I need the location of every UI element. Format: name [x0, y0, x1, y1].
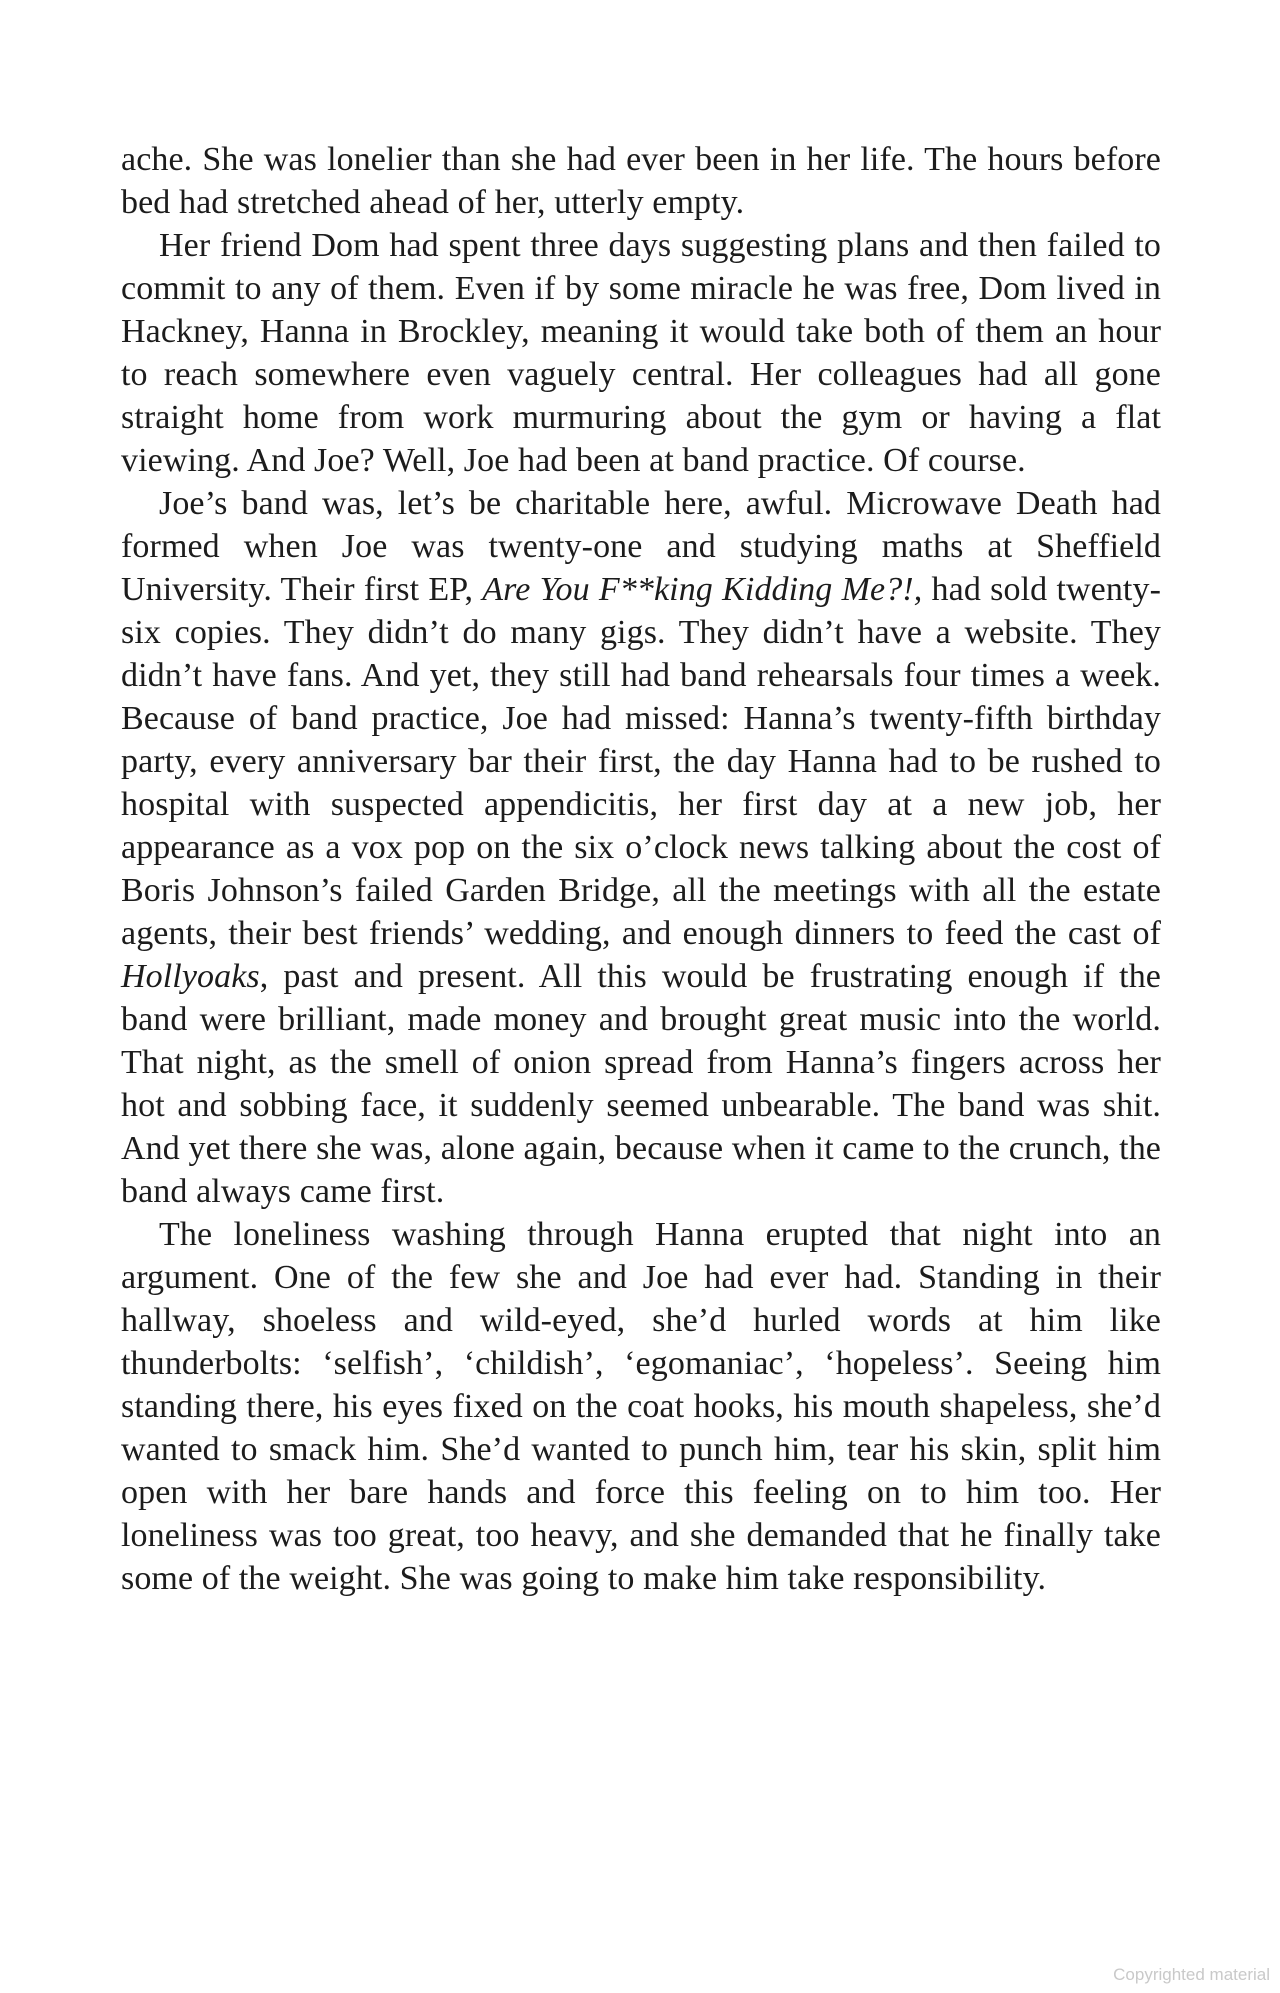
italic-text-segment: Hollyoaks	[121, 958, 260, 995]
text-segment: The loneliness washing through Hanna erupted that night into an argument. One of the few she and Joe had ever had. Standing in their hallway, shoeless and wild-eyed, she’d hurled words at him like thunderbolts: ‘selfish’, ‘childish’, ‘egomaniac’, ‘hopeless’. Seeing him standing there, his eyes fixed on the coat hooks, his mouth shapeless, she’d wanted to smack him. She’d wanted to punch him, tear his skin, split him open with her bare hands and force this feeling on to him too. Her loneliness was too great, too heavy, and she demanded that he finally take some of the weight. She was going to make him take responsibility.	[121, 1216, 1161, 1597]
page-text	[121, 138, 1161, 1600]
paragraph	[121, 138, 1161, 224]
text-segment: ache. She was lonelier than she had ever been in her life. The hours before bed had stretched ahead of her, utterly empty.	[121, 141, 1161, 221]
paragraph	[121, 482, 1161, 1213]
text-segment: Her friend Dom had spent three days suggesting plans and then failed to commit to any of them. Even if by some miracle he was free, Dom lived in Hackney, Hanna in Brockley, meaning it would take both of them an hour to reach somewhere even vaguely central. Her colleagues had all gone straight home from work murmuring about the gym or having a flat viewing. And Joe? Well, Joe had been at band practice. Of course.	[121, 227, 1161, 479]
paragraph	[121, 1213, 1161, 1600]
italic-text-segment: Are You F**king Kidding Me?!,	[482, 571, 923, 608]
paragraph	[121, 224, 1161, 482]
text-segment: Joe’s band was, let’s be charitable here, awful. Microwave Death had formed when Joe was twenty-one and studying maths at Sheffield University. Their first EP,	[121, 485, 1161, 608]
text-segment: , past and present. All this would be frustrating enough if the band were brilliant, made money and brought great music into the world. That night, as the smell of onion spread from Hanna’s fingers across her hot and sobbing face, it suddenly seemed unbearable. The band was shit. And yet there she was, alone again, because when it came to the crunch, the band always came first.	[121, 958, 1161, 1210]
text-segment: had sold twenty-six copies. They didn’t do many gigs. They didn’t have a website. They didn’t have fans. And yet, they still had band rehearsals four times a week. Because of band practice, Joe had missed: Hanna’s twenty-fifth birthday party, every anniversary bar their first, the day Hanna had to be rushed to hospital with suspected appendicitis, her first day at a new job, her appearance as a vox pop on the six o’clock news talking about the cost of Boris Johnson’s failed Garden Bridge, all the meetings with all the estate agents, their best friends’ wedding, and enough dinners to feed the cast of	[121, 571, 1161, 952]
copyright-watermark: Copyrighted material	[1113, 1965, 1270, 1984]
